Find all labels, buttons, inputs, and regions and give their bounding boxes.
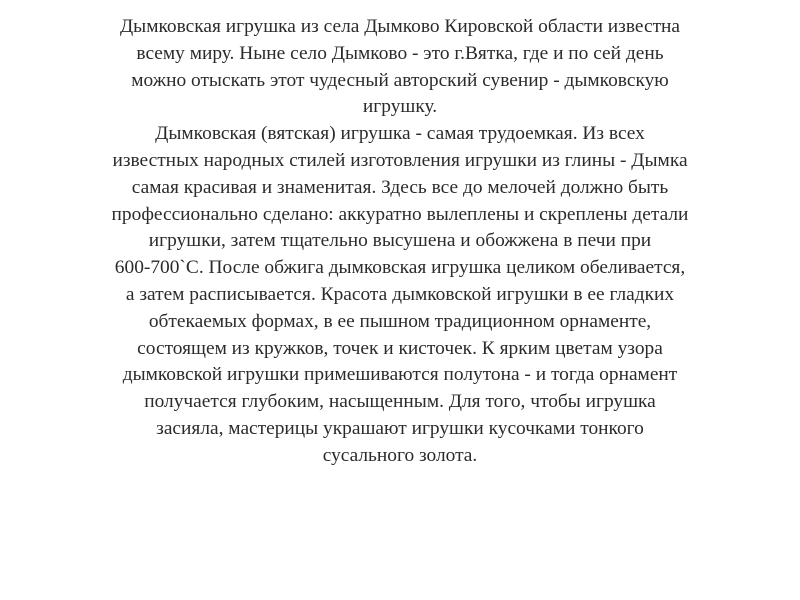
paragraph-description xyxy=(50,121,750,469)
text-line: дымковской игрушки примешиваются полутона - и тогда орнамент xyxy=(122,364,678,386)
text-line: получается глубоким, насыщенным. Для того, чтобы игрушка xyxy=(144,391,656,413)
text-line: состоящем из кружков, точек и кисточек. К ярким цветам узора xyxy=(137,337,663,359)
text-block xyxy=(50,14,750,470)
text-line: игрушки, затем тщательно высушена и обожжена в печи при xyxy=(148,230,652,252)
text-line: обтекаемых формах, в ее пышном традиционном орнаменте, xyxy=(148,310,652,332)
text-line: засияла, мастерицы украшают игрушки кусочками тонкого xyxy=(156,417,644,439)
paragraph-intro xyxy=(50,14,750,121)
text-line: игрушку. xyxy=(362,96,438,118)
text-line: самая красивая и знаменитая. Здесь все до мелочей должно быть xyxy=(131,176,669,198)
text-line: можно отыскать этот чудесный авторский сувенир - дымковскую xyxy=(131,69,669,91)
text-line: 600-700`С. После обжига дымковская игрушка целиком обеливается, xyxy=(114,257,686,279)
text-line: а затем расписывается. Красота дымковской игрушки в ее гладких xyxy=(125,283,675,305)
text-line: профессионально сделано: аккуратно вылеплены и скреплены детали xyxy=(111,203,689,225)
text-line: Дымковская игрушка из села Дымково Кировской области известна xyxy=(119,16,681,37)
text-line: сусального золота. xyxy=(322,444,478,466)
text-line: всему миру. Ныне село Дымково - это г.Вятка, где и по сей день xyxy=(136,42,664,64)
text-line: известных народных стилей изготовления игрушки из глины - Дымка xyxy=(112,149,688,171)
text-line: Дымковская (вятская) игрушка - самая трудоемкая. Из всех xyxy=(155,123,645,145)
